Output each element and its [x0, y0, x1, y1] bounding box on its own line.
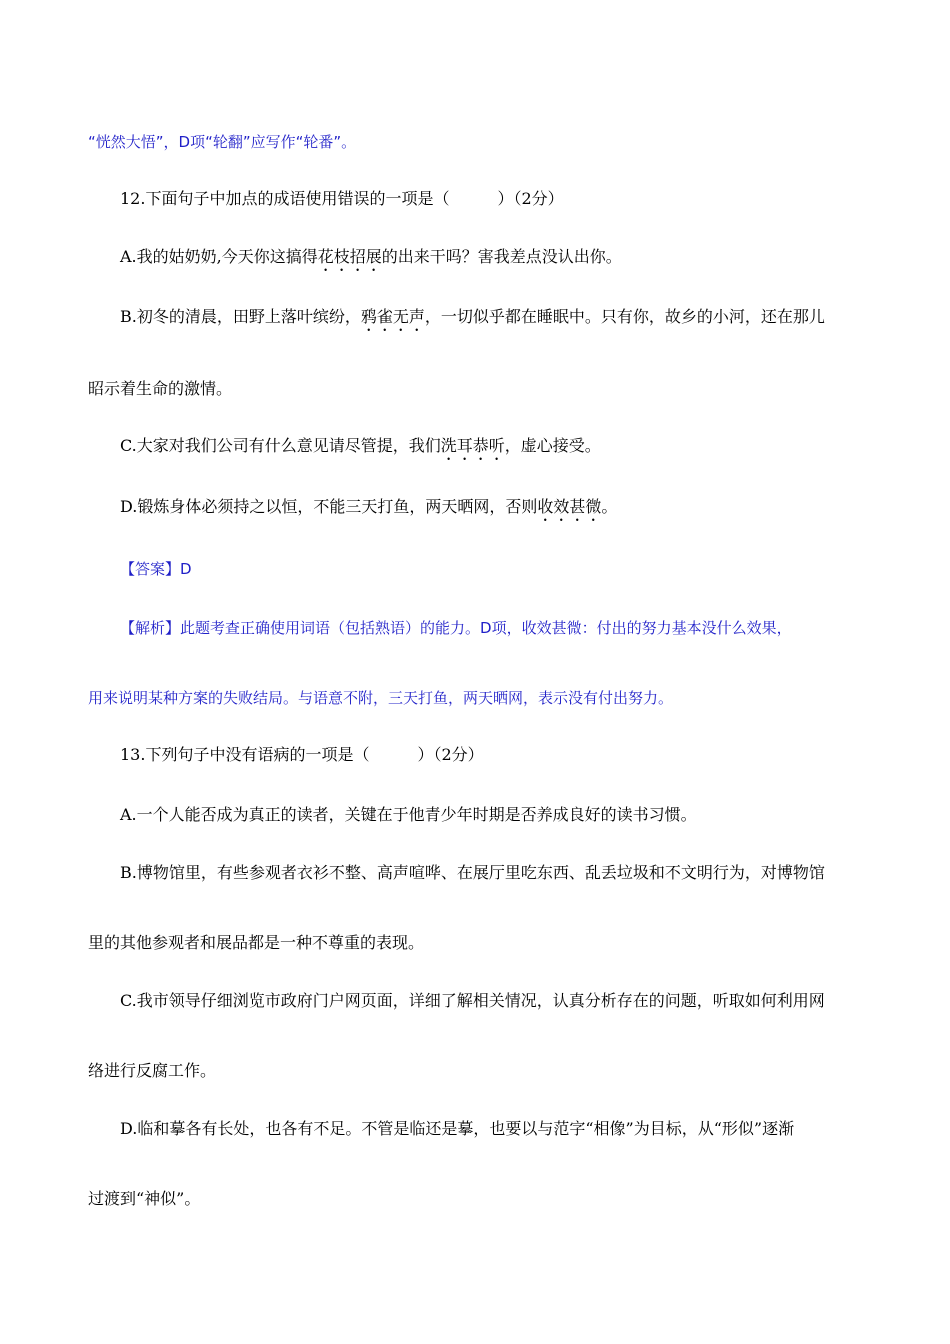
q12-option-b-pre: B.初冬的清晨，田野上落叶缤纷， — [120, 307, 361, 326]
q12-answer — [120, 558, 192, 580]
q13-option-b: B.博物馆里，有些参观者衣衫不整、高声喧哗、在展厅里吃东西、乱丢垃圾和不文明行为，对博物馆 — [120, 863, 825, 882]
q12-option-a-idiom: 花枝招展 — [317, 247, 382, 266]
q12-option-b-post: ，一切似乎都在睡眠中。只有你，故乡的小河，还在那儿 — [424, 307, 825, 326]
q12-option-d — [120, 496, 617, 525]
q12-option-c-post: ，虚心接受。 — [504, 436, 601, 455]
q13-option-d: D.临和摹各有长处，也各有不足。不管是临还是摹，也要以与范字“相像”为目标，从“形似”逐渐 — [120, 1119, 795, 1138]
q12-option-b — [120, 306, 825, 335]
q12-option-a-post: 的出来干吗？害我差点没认出你。 — [381, 247, 622, 266]
answer-value: D — [180, 560, 192, 578]
q13-option-d-continued: 过渡到“神似”。 — [88, 1189, 201, 1208]
answer-tag: 【答案】 — [120, 560, 181, 578]
q12-analysis-line-2: 用来说明某种方案的失败结局。与语意不附，三天打鱼，两天晒网，表示没有付出努力。 — [88, 689, 674, 707]
q12-analysis-line-1 — [120, 617, 792, 639]
q12-option-c-idiom: 洗耳恭听 — [440, 436, 505, 455]
analysis-text-1: 此题考查正确使用词语（包括熟语）的能力。D项，收效甚微：付出的努力基本没什么效果， — [180, 619, 792, 637]
q12-option-b-continued: 昭示着生命的激情。 — [88, 379, 233, 398]
analysis-tag: 【解析】 — [120, 619, 181, 637]
q12-option-d-post: 。 — [601, 497, 618, 516]
q12-option-a — [120, 246, 622, 275]
q12-option-c — [120, 435, 601, 464]
q13-stem: 13.下列句子中没有语病的一项是（ ）（2分） — [120, 745, 484, 764]
q13-option-c-continued: 络进行反腐工作。 — [88, 1061, 217, 1080]
q12-option-a-pre: A.我的姑奶奶,今天你这搞得 — [120, 247, 318, 266]
q13-option-b-continued: 里的其他参观者和展品都是一种不尊重的表现。 — [88, 933, 425, 952]
previous-explanation-tail: “恍然大悟”，D项“轮翻”应写作“轮番”。 — [88, 133, 357, 151]
q12-option-d-pre: D.锻炼身体必须持之以恒，不能三天打鱼，两天晒网，否则 — [120, 497, 538, 516]
q12-stem: 12.下面句子中加点的成语使用错误的一项是（ ）（2分） — [120, 189, 564, 208]
q12-option-b-idiom: 鸦雀无声 — [360, 307, 425, 326]
q12-option-c-pre: C.大家对我们公司有什么意见请尽管提，我们 — [120, 436, 441, 455]
q13-option-c: C.我市领导仔细浏览市政府门户网页面，详细了解相关情况，认真分析存在的问题，听取如何利用网 — [120, 991, 825, 1010]
q13-option-a: A.一个人能否成为真正的读者，关键在于他青少年时期是否养成良好的读书习惯。 — [120, 805, 697, 824]
q12-option-d-idiom: 收效甚微 — [537, 497, 602, 516]
